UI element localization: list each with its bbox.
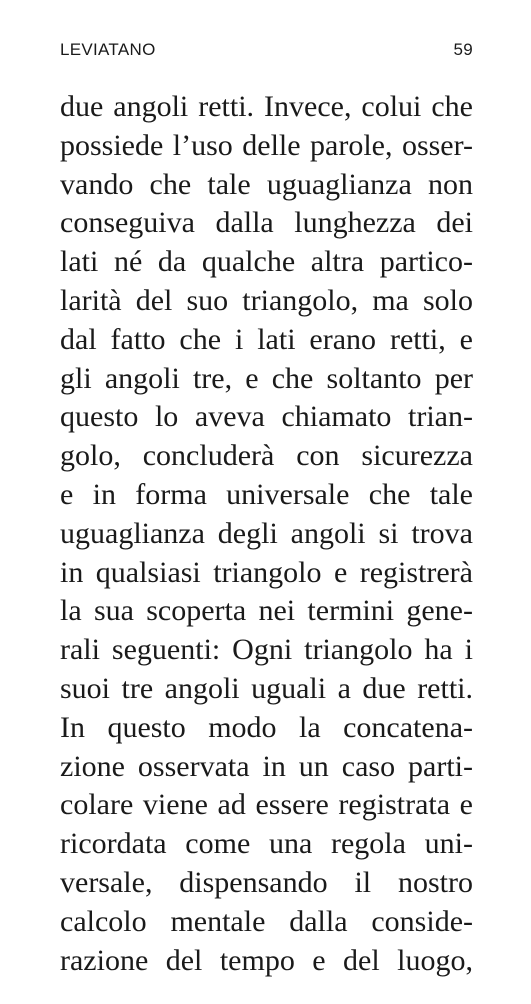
body-text [60, 88, 473, 980]
text-line: due angoli retti. Invece, colui che [60, 90, 473, 123]
text-line: In questo modo la concatena- [60, 710, 473, 744]
text-line: lati né da qualche altra partico- [60, 245, 473, 279]
text-line: la sua scoperta nei termini gene- [60, 594, 473, 628]
text-line: razione del tempo e del luogo, [60, 943, 473, 977]
text-line: calcolo mentale dalla conside- [60, 904, 473, 938]
text-line: colare viene ad essere registrata e [60, 788, 473, 822]
text-line: gli angoli tre, e che soltanto per [60, 361, 473, 395]
running-title: LEVIATANO [60, 40, 156, 59]
text-line: suoi tre angoli uguali a due retti. [60, 671, 473, 705]
running-header [60, 40, 473, 64]
text-line: ricordata come una regola uni- [60, 827, 473, 861]
text-line: uguaglianza degli angoli si trova [60, 516, 473, 550]
text-line: in qualsiasi triangolo e registrerà [60, 555, 473, 589]
text-line: rali seguenti: Ogni triangolo ha i [60, 633, 473, 667]
text-line: golo, concluderà con sicurezza [60, 439, 473, 473]
text-line: possiede l’uso delle parole, osser- [60, 128, 473, 162]
text-line: vando che tale uguaglianza non [60, 167, 473, 201]
page-number: 59 [453, 40, 473, 59]
text-line: versale, dispensando il nostro [60, 865, 473, 899]
text-line: dal fatto che i lati erano retti, e [60, 322, 473, 356]
text-line: zione osservata in un caso parti- [60, 749, 473, 783]
text-line: larità del suo triangolo, ma solo [60, 283, 473, 317]
text-line: e in forma universale che tale [60, 477, 473, 511]
text-line: questo lo aveva chiamato trian- [60, 400, 473, 434]
text-line: conseguiva dalla lunghezza dei [60, 206, 473, 240]
